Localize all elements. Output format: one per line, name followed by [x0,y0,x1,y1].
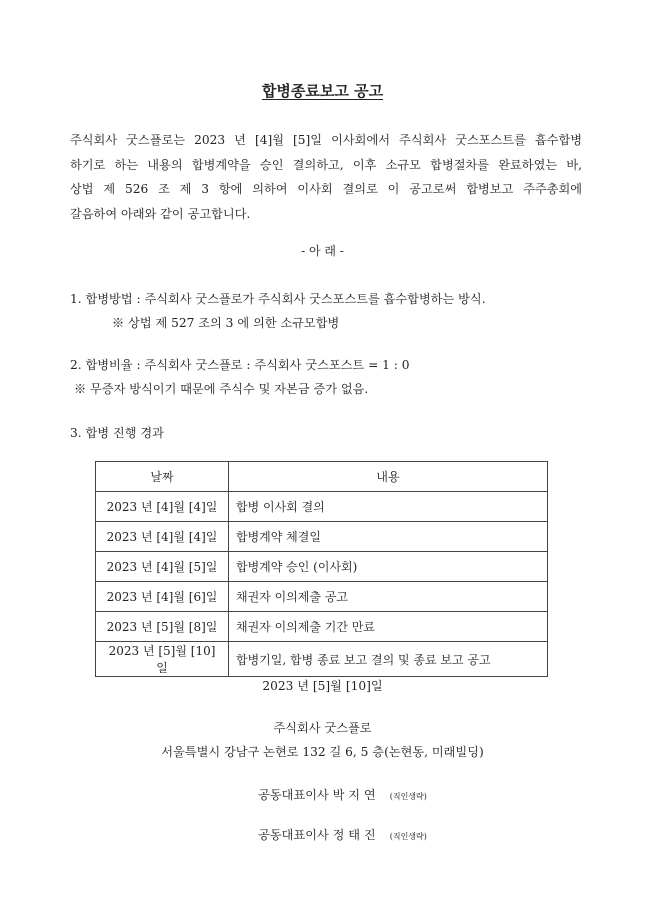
intro-line: 주식회사 굿스플로는 2023 년 [4]월 [5]일 이사회에서 주식회사 굿스포스트를 흡수합병 [70,133,582,147]
table-row [96,492,548,522]
item-merger-progress: 3. 합병 진행 경과 [70,426,164,440]
row-date: 2023 년 [5]월 [8]일 [96,612,229,642]
row-date: 2023 년 [4]월 [4]일 [96,492,229,522]
row-date: 2023 년 [4]월 [5]일 [96,552,229,582]
table-row [96,522,548,552]
representative-2 [0,826,645,843]
table-header-row [96,462,548,492]
document-title: 합병종료보고 공고 [261,82,384,100]
table-row [96,612,548,642]
intro-paragraph [70,128,582,226]
column-header-date: 날짜 [96,462,229,492]
company-address: 서울특별시 강남구 논현로 132 길 6, 5 층(논현동, 미래빌딩) [161,745,484,759]
row-content: 합병기일, 합병 종료 보고 결의 및 종료 보고 공고 [229,642,548,677]
item-merger-ratio: 2. 합병비율 : 주식회사 굿스플로 : 주식회사 굿스포스트 = 1 : 0 [70,358,410,372]
representative-1 [0,786,645,803]
row-date: 2023 년 [4]월 [6]일 [96,582,229,612]
item-merger-method-note: ※ 상법 제 527 조의 3 에 의한 소규모합병 [112,316,340,330]
section-heading: - 아 래 - [301,244,344,258]
item-merger-ratio-note: ※ 무증자 방식이기 때문에 주식수 및 자본금 증가 없음. [74,382,369,396]
progress-table [95,461,548,677]
intro-line: 상법 제 526 조 제 3 항에 의하여 이사회 결의로 이 공고로써 합병보고 주주총회에 [70,182,582,196]
row-content: 채권자 이의제출 공고 [229,582,548,612]
row-content: 합병계약 승인 (이사회) [229,552,548,582]
table-row [96,642,548,677]
row-date: 2023 년 [4]월 [4]일 [96,522,229,552]
intro-line: 갈음하여 아래와 같이 공고합니다. [70,206,251,221]
seal-omitted-note: (직인생략) [389,832,427,841]
table-row [96,582,548,612]
row-date: 2023 년 [5]월 [10]일 [96,642,229,677]
column-header-content: 내용 [229,462,548,492]
row-content: 채권자 이의제출 기간 만료 [229,612,548,642]
intro-line: 하기로 하는 내용의 합병계약을 승인 결의하고, 이후 소규모 합병절차를 완료하였는 바, [70,157,582,172]
notice-date: 2023 년 [5]월 [10]일 [262,679,383,693]
row-content: 합병 이사회 결의 [229,492,548,522]
representative-name: 공동대표이사 박 지 연 [258,788,376,802]
table-row [96,552,548,582]
representative-name: 공동대표이사 정 태 진 [258,828,376,842]
company-name: 주식회사 굿스플로 [273,721,372,735]
row-content: 합병계약 체결일 [229,522,548,552]
item-merger-method: 1. 합병방법 : 주식회사 굿스플로가 주식회사 굿스포스트를 흡수합병하는 방식. [70,292,486,306]
seal-omitted-note: (직인생략) [389,792,427,801]
